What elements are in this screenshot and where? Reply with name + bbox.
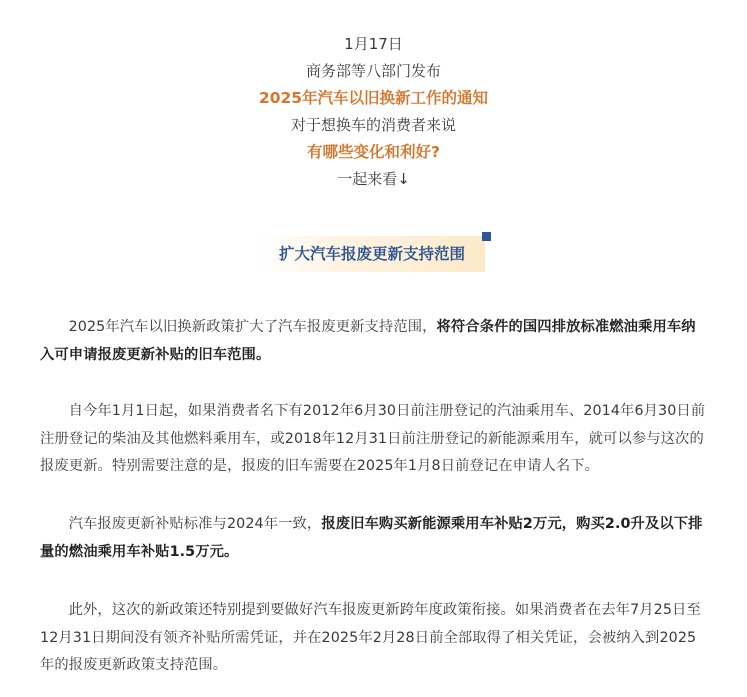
section-title: 扩大汽车报废更新支持范围 — [259, 236, 485, 272]
intro-question: 有哪些变化和利好? — [307, 143, 440, 161]
paragraph-eligibility-text: 自今年1月1日起，如果消费者名下有2012年6月30日前注册登记的汽油乘用车、2014年6月30日前注册登记的柴油及其他燃料乘用车，或2018年12月31日前注册登记的新能源乘用车，就可以参与这次的报废更新。特别需要注意的是，报废的旧车需要在2025年1月8日前登记在申请人名下。 — [40, 403, 706, 474]
paragraph-scope — [40, 314, 709, 369]
intro-date: 1月17日 — [344, 35, 403, 53]
paragraph-transition-text: 此外，这次的新政策还特别提到要做好汽车报废更新跨年度政策衔接。如果消费者在去年7月25日至12月31日期间没有领齐补贴所需凭证，并在2025年2月28日前全部取得了相关凭证，会被纳入到2025年的报废更新政策支持范围。 — [40, 602, 701, 673]
intro-audience: 对于想换车的消费者来说 — [290, 116, 456, 134]
paragraph-subsidy-text: 汽车报废更新补贴标准与2024年一致， — [68, 516, 322, 532]
paragraph-subsidy-bold: 报废旧车购买新能源乘用车补贴2万元，购买2.0升及以下排量的燃油乘用车补贴1.5万元。 — [40, 516, 703, 560]
paragraph-scope-bold: 将符合条件的国四排放标准燃油乘用车纳入可申请报废更新补贴的旧车范围。 — [40, 319, 696, 363]
intro-publisher: 商务部等八部门发布 — [305, 62, 441, 80]
intro-notice-title: 2025年汽车以旧换新工作的通知 — [258, 89, 489, 107]
decorative-square-icon — [482, 232, 491, 241]
paragraph-scope-text: 2025年汽车以旧换新政策扩大了汽车报废更新支持范围， — [68, 319, 437, 335]
paragraph-eligibility — [40, 398, 709, 481]
paragraph-transition — [40, 597, 709, 680]
paragraph-subsidy — [40, 511, 709, 566]
intro-cta: 一起来看↓ — [337, 170, 410, 188]
section-header — [259, 232, 491, 272]
intro-block — [0, 31, 747, 193]
